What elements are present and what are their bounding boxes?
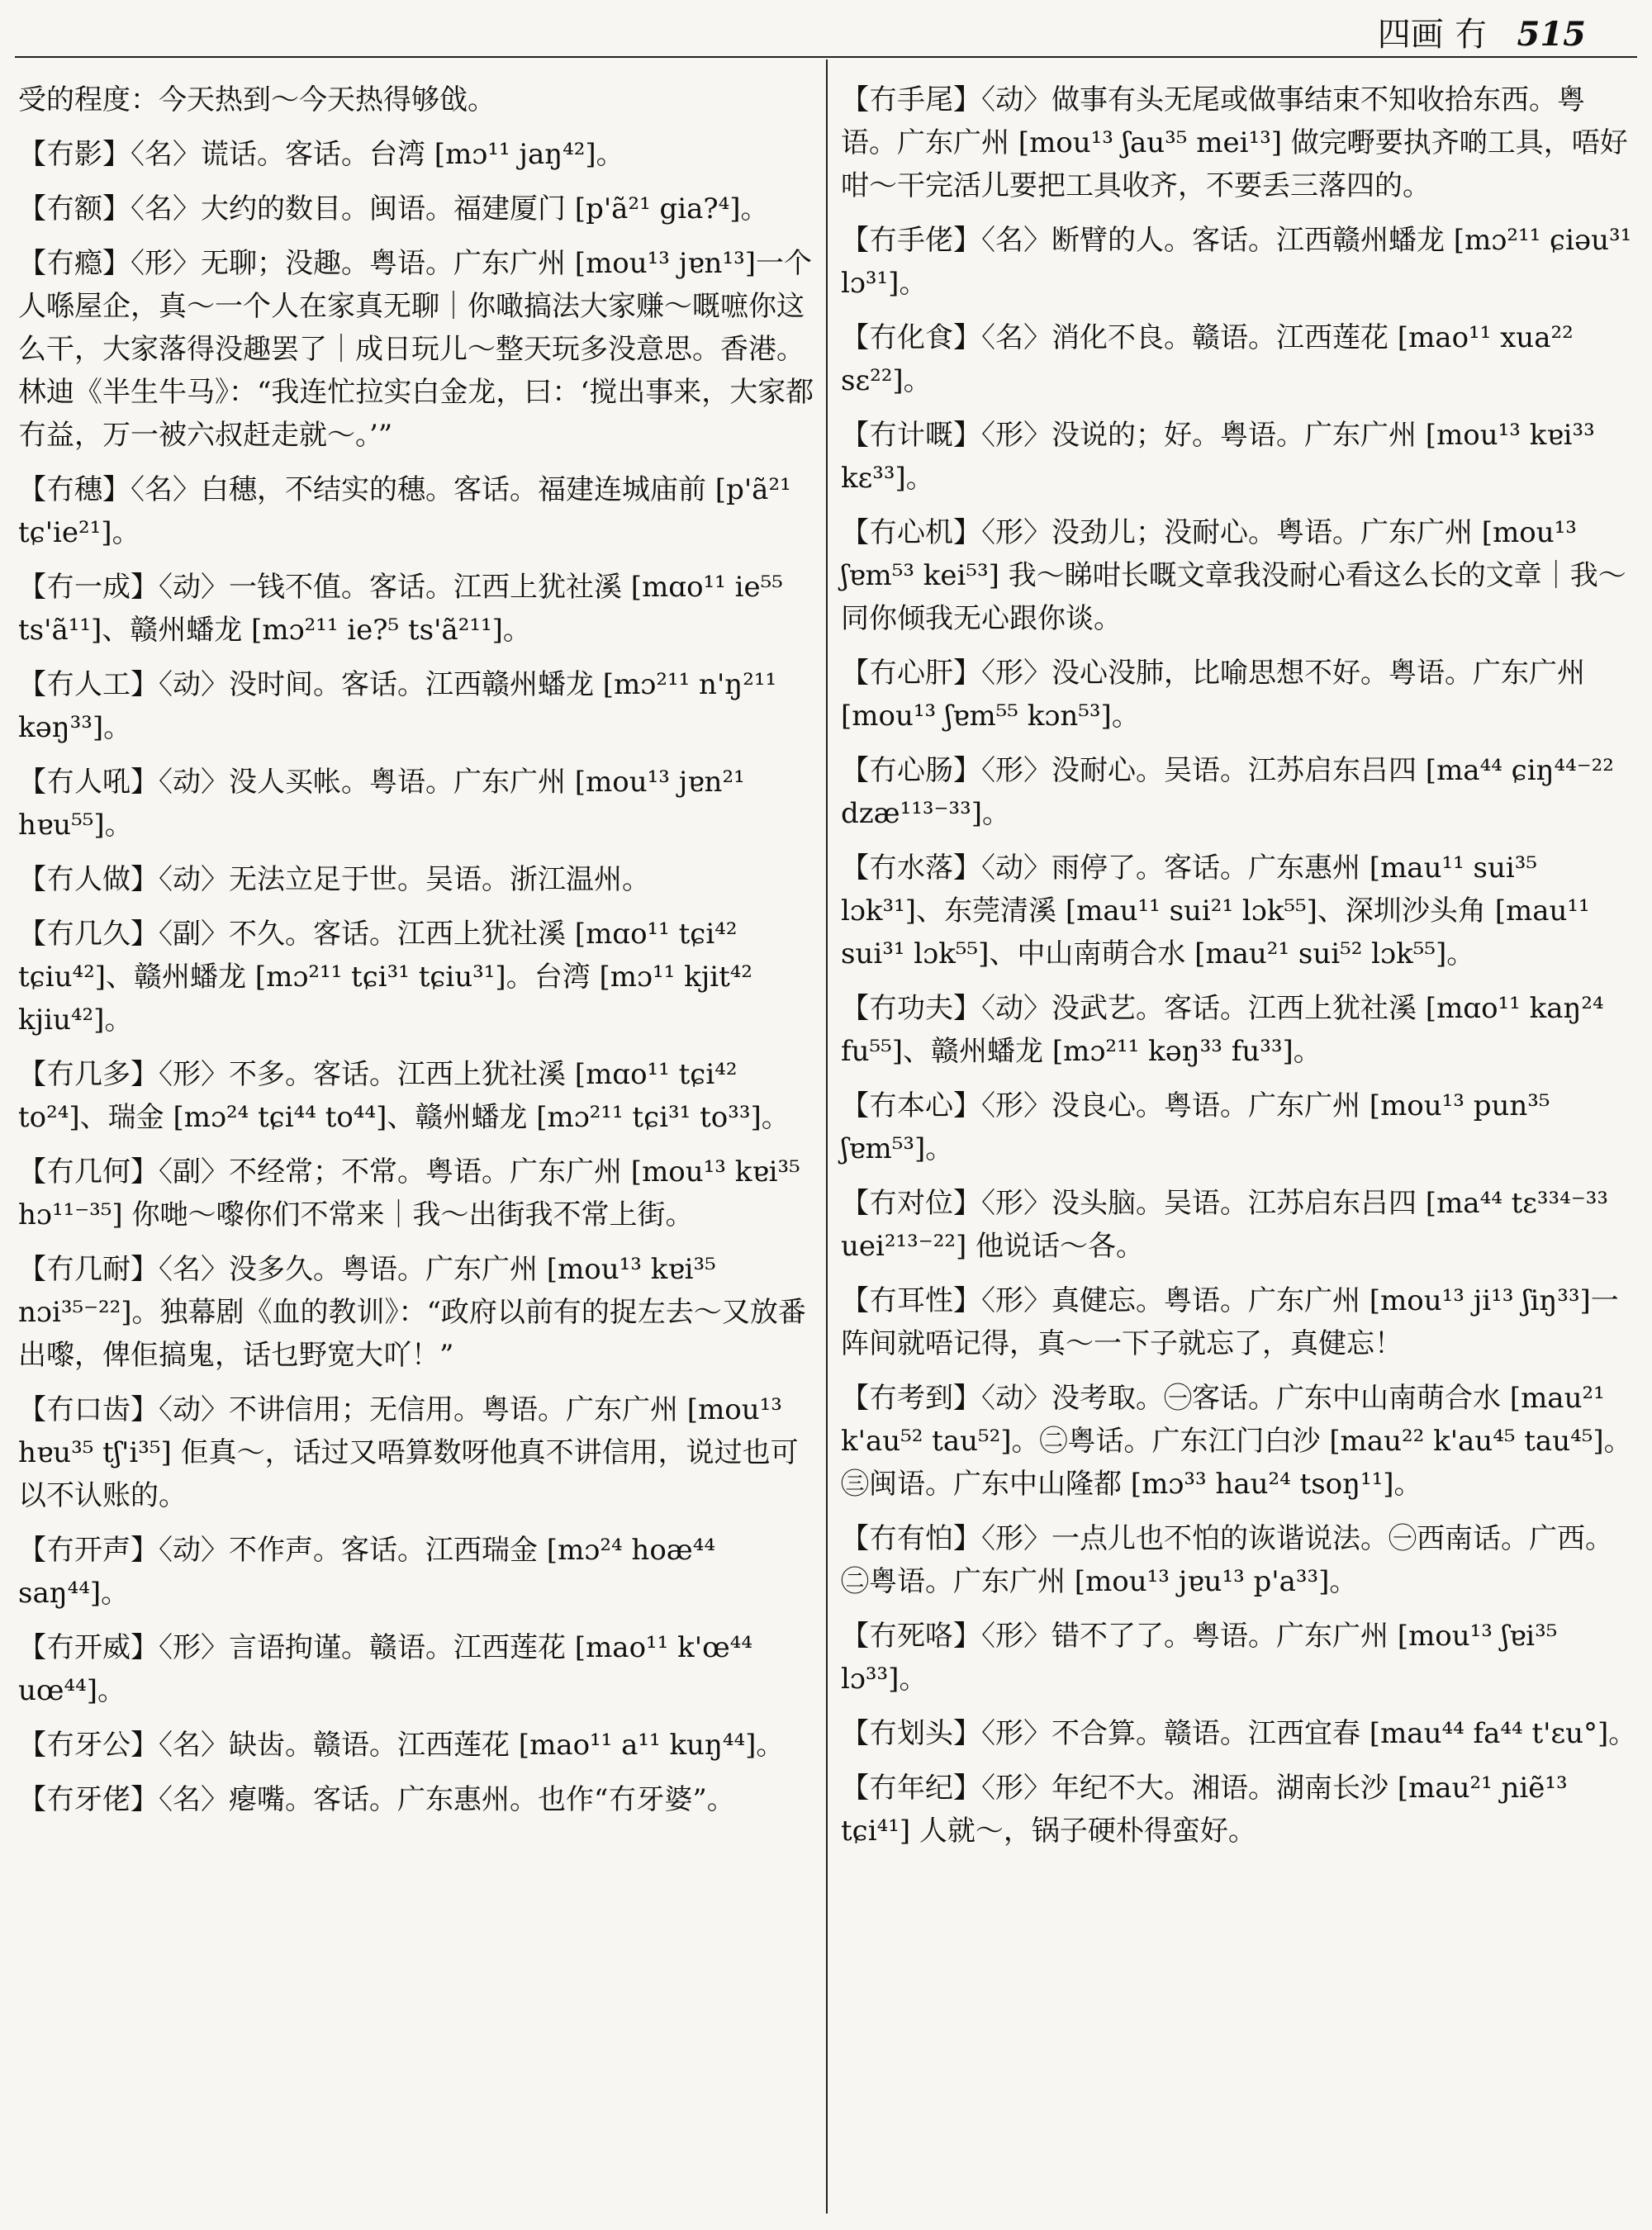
dictionary-entry: 【冇心机】〈形〉没劲儿；没耐心。粤语。广东广州 [mou¹³ ʃɐm⁵³ kei⁵³] 我～睇咁长嘅文章我没耐心看这么长的文章｜我～同你倾我无心跟你谈。	[841, 516, 1626, 635]
dictionary-entry: 【冇几久】〈副〉不久。客话。江西上犹社溪 [mɑo¹¹ tɕi⁴² tɕiu⁴²]、赣州蟠龙 [mɔ²¹¹ tɕi³¹ tɕiu³¹]。台湾 [mɔ¹¹ kjit⁴² kjiu⁴²]。	[18, 918, 753, 1037]
header-rule	[15, 56, 1637, 58]
dictionary-entry: 【冇年纪】〈形〉年纪不大。湘语。湖南长沙 [mau²¹ ɲiẽ¹³ tɕi⁴¹] 人就～，锅子硬朴得蛮好。	[841, 1772, 1568, 1848]
dictionary-entry: 【冇划头】〈形〉不合算。赣语。江西宜春 [mau⁴⁴ fa⁴⁴ t'ɛu°]。	[841, 1717, 1637, 1750]
dictionary-entry: 【冇死咯】〈形〉错不了了。粤语。广东广州 [mou¹³ ʃɐi³⁵ lɔ³³]。	[841, 1620, 1558, 1696]
dictionary-entry: 【冇水落】〈动〉雨停了。客话。广东惠州 [mau¹¹ sui³⁵ lɔk³¹]、东莞清溪 [mau¹¹ sui²¹ lɔk⁵⁵]、深圳沙头角 [mau¹¹ sui³¹ lɔk⁵⁵]、中山南萌合水 [mau²¹ sui⁵² lɔk⁵⁵]。	[841, 852, 1590, 970]
dictionary-entry: 【冇化食】〈名〉消化不良。赣语。江西莲花 [mao¹¹ xua²² sɛ²²]。	[841, 321, 1574, 397]
dictionary-entry: 【冇人做】〈动〉无法立足于世。吴语。浙江温州。	[18, 863, 650, 896]
dictionary-entry: 【冇手佬】〈名〉断臂的人。客话。江西赣州蟠龙 [mɔ²¹¹ ɕiəu³¹ lɔ³¹]。	[841, 224, 1632, 300]
dictionary-entry: 【冇考到】〈动〉没考取。㊀客话。广东中山南萌合水 [mau²¹ k'au⁵² tau⁵²]。㊁粤话。广东江门白沙 [mau²² k'au⁴⁵ tau⁴⁵]。㊂闽语。广东中山隆都 [mɔ³³ hau²⁴ tsoŋ¹¹]。	[841, 1382, 1632, 1501]
dictionary-entry: 【冇几耐】〈名〉没多久。粤语。广东广州 [mou¹³ kɐi³⁵ nɔi³⁵⁻²²]。独幕剧《血的教训》：“政府以前有的捉左去～又放番出嚟，俾佢搞鬼，话乜野宽大吖！”	[18, 1253, 806, 1372]
dictionary-entry: 【冇瘾】〈形〉无聊；没趣。粤语。广东广州 [mou¹³ jɐn¹³]一个人喺屋企，真～一个人在家真无聊｜你噉搞法大家赚～嘅嗻你这么干，大家落得没趣罢了｜成日玩儿～整天玩多没意思。香港。林迪《半生牛马》：“我连忙拉实白金龙，曰：‘搅出事来，大家都冇益，万一被六叔赶走就～。’”	[18, 247, 814, 452]
dictionary-entry: 【冇心肠】〈形〉没耐心。吴语。江苏启东吕四 [ma⁴⁴ ɕiŋ⁴⁴⁻²² dzæ¹¹³⁻³³]。	[841, 754, 1614, 830]
dictionary-entry: 【冇有怕】〈形〉一点儿也不怕的诙谐说法。㊀西南话。广西。㊁粤语。广东广州 [mou¹³ jɐu¹³ p'a³³]。	[841, 1522, 1613, 1598]
dictionary-entry: 【冇功夫】〈动〉没武艺。客话。江西上犹社溪 [mɑo¹¹ kaŋ²⁴ fu⁵⁵]、赣州蟠龙 [mɔ²¹¹ kəŋ³³ fu³³]。	[841, 992, 1604, 1068]
page-number: 515	[1517, 15, 1586, 54]
dictionary-entry: 【冇手尾】〈动〉做事有头无尾或做事结束不知收拾东西。粤语。广东广州 [mou¹³ ʃau³⁵ mei¹³] 做完嘢要执齐啲工具，唔好咁～干完活儿要把工具收齐，不要丢三落四的。	[841, 83, 1628, 202]
dictionary-entry: 受的程度：今天热到～今天热得够戗。	[18, 83, 496, 116]
dictionary-entry: 【冇穗】〈名〉白穗，不结实的穗。客话。福建连城庙前 [p'ã²¹ tɕ'ie²¹]。	[18, 473, 791, 549]
dictionary-entry: 【冇牙公】〈名〉缺齿。赣语。江西莲花 [mao¹¹ a¹¹ kuŋ⁴⁴]。	[18, 1729, 785, 1762]
dictionary-entry: 【冇影】〈名〉谎话。客话。台湾 [mɔ¹¹ jaŋ⁴²]。	[18, 138, 624, 171]
dictionary-entry: 【冇本心】〈形〉没良心。粤语。广东广州 [mou¹³ pun³⁵ ʃɐm⁵³]。	[841, 1089, 1550, 1165]
dictionary-entry: 【冇人吼】〈动〉没人买帐。粤语。广东广州 [mou¹³ jɐn²¹ hɐu⁵⁵]。	[18, 766, 745, 842]
dictionary-entry: 【冇额】〈名〉大约的数目。闽语。福建厦门 [p'ã²¹ gia?⁴]。	[18, 192, 769, 225]
dictionary-entry: 【冇牙佬】〈名〉瘪嘴。客话。广东惠州。也作“冇牙婆”。	[18, 1783, 735, 1816]
page-header	[1378, 8, 1586, 55]
section-label: 四画 冇	[1377, 16, 1488, 54]
dictionary-entry: 【冇对位】〈形〉没头脑。吴语。江苏启东吕四 [ma⁴⁴ tɛ³³⁴⁻³³ uei²¹³⁻²²] 他说话～各。	[841, 1187, 1609, 1263]
dictionary-entry: 【冇人工】〈动〉没时间。客话。江西赣州蟠龙 [mɔ²¹¹ n'ŋ²¹¹ kəŋ³³]。	[18, 668, 777, 744]
right-column	[841, 78, 1638, 1864]
column-divider	[826, 59, 828, 2213]
dictionary-entry: 【冇一成】〈动〉一钱不值。客话。江西上犹社溪 [mɑo¹¹ ie⁵⁵ ts'ã¹¹]、赣州蟠龙 [mɔ²¹¹ ie?⁵ ts'ã²¹¹]。	[18, 571, 783, 647]
dictionary-entry: 【冇耳性】〈形〉真健忘。粤语。广东广州 [mou¹³ ji¹³ ʃiŋ³³]一阵间就唔记得，真～一下子就忘了，真健忘！	[841, 1284, 1619, 1360]
dictionary-entry: 【冇开声】〈动〉不作声。客话。江西瑞金 [mɔ²⁴ hoæ⁴⁴ saŋ⁴⁴]。	[18, 1534, 716, 1610]
left-column	[18, 78, 815, 1833]
dictionary-entry: 【冇开威】〈形〉言语拘谨。赣语。江西莲花 [mao¹¹ k'œ⁴⁴ uœ⁴⁴]。	[18, 1631, 752, 1707]
dictionary-entry: 【冇心肝】〈形〉没心没肺，比喻思想不好。粤语。广东广州 [mou¹³ ʃɐm⁵⁵ kɔn⁵³]。	[841, 657, 1585, 733]
dictionary-entry: 【冇几何】〈副〉不经常；不常。粤语。广东广州 [mou¹³ kɐi³⁵ hɔ¹¹⁻³⁵] 你哋～嚟你们不常来｜我～出街我不常上街。	[18, 1155, 800, 1231]
dictionary-entry: 【冇几多】〈形〉不多。客话。江西上犹社溪 [mɑo¹¹ tɕi⁴² to²⁴]、瑞金 [mɔ²⁴ tɕi⁴⁴ to⁴⁴]、赣州蟠龙 [mɔ²¹¹ tɕi³¹ to³³]。	[18, 1058, 790, 1134]
dictionary-entry: 【冇计嘅】〈形〉没说的；好。粤语。广东广州 [mou¹³ kɐi³³ kɛ³³]。	[841, 419, 1595, 495]
dictionary-entry: 【冇口齿】〈动〉不讲信用；无信用。粤语。广东广州 [mou¹³ hɐu³⁵ tʃ'i³⁵] 佢真～，话过又唔算数呀他真不讲信用，说过也可以不认账的。	[18, 1393, 799, 1512]
